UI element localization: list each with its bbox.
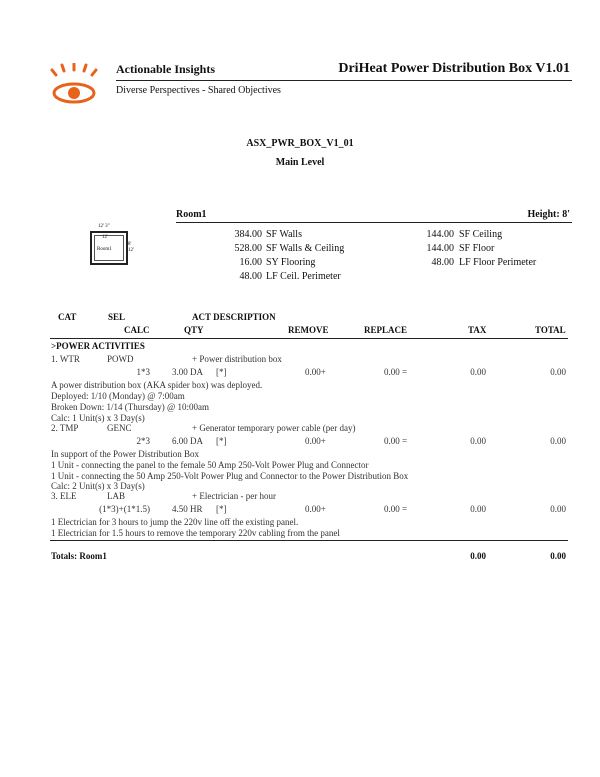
measure-value: 144.00 — [426, 229, 454, 240]
col-header-tax: TAX — [468, 325, 487, 335]
line-item-flag: [*] — [216, 504, 227, 514]
line-item-calc: (1*3)+(1*1.5) — [99, 504, 150, 514]
sketch-inner-dimension: 12' — [102, 235, 108, 240]
company-logo — [48, 63, 100, 107]
col-header-sel: SEL — [108, 312, 126, 322]
line-item-qty: 6.00 DA — [172, 436, 203, 446]
totals-tax: 0.00 — [470, 551, 486, 561]
line-item-total: 0.00 — [550, 367, 566, 377]
measure-label: LF Floor Perimeter — [459, 257, 537, 268]
company-name: Actionable Insights — [116, 62, 216, 76]
line-item-calc: 2*3 — [136, 436, 150, 446]
line-item-note: In support of the Power Distribution Box — [51, 449, 199, 459]
line-item-flag: [*] — [216, 367, 227, 377]
measure-value: 48.00 — [431, 257, 454, 268]
col-header-act-description: ACT DESCRIPTION — [192, 312, 276, 322]
line-item-selector: POWD — [107, 354, 134, 364]
col-header-cat: CAT — [58, 312, 77, 322]
measure-value: 144.00 — [426, 243, 454, 254]
room-height: Height: 8' — [527, 209, 570, 220]
line-item-qty: 3.00 DA — [172, 367, 203, 377]
totals-total: 0.00 — [550, 551, 566, 561]
line-item-note: Deployed: 1/10 (Monday) @ 7:00am — [51, 391, 185, 401]
line-item-selector: LAB — [107, 491, 125, 501]
line-item-total: 0.00 — [550, 504, 566, 514]
line-item-remove: 0.00+ — [305, 504, 326, 514]
measure-label: SF Floor — [459, 243, 495, 254]
room-sketch — [88, 224, 136, 271]
line-item-tax: 0.00 — [470, 436, 486, 446]
line-item-note: 1 Electrician for 1.5 hours to remove the temporary 220v cabling from the panel — [51, 528, 340, 538]
line-item-qty: 4.50 HR — [172, 504, 203, 514]
section-title: >POWER ACTIVITIES — [51, 341, 145, 351]
line-item-note: 1 Unit - connecting the panel to the female 50 Amp 250-Volt Power Plug and Connector — [51, 460, 369, 470]
line-item-note: A power distribution box (AKA spider box) was deployed. — [51, 380, 263, 390]
line-item-description: + Generator temporary power cable (per day) — [192, 423, 356, 433]
measure-value: 16.00 — [239, 257, 262, 268]
line-item-selector: GENC — [107, 423, 132, 433]
line-item-note: Calc: 1 Unit(s) x 3 Day(s) — [51, 413, 145, 423]
line-item-flag: [*] — [216, 436, 227, 446]
line-item-remove: 0.00+ — [305, 367, 326, 377]
line-item-calc: 1*3 — [136, 367, 150, 377]
measure-label: SF Ceiling — [459, 229, 503, 240]
sketch-side-dimension-a: 8' — [128, 242, 132, 247]
line-item-replace: 0.00 = — [384, 367, 408, 377]
measure-label: SY Flooring — [266, 257, 316, 268]
line-item-note: 1 Unit - connecting the 50 Amp 250-Volt Power Plug and Connector to the Power Distribution Box — [51, 471, 409, 481]
line-item-note: 1 Electrician for 3 hours to jump the 220v line off the existing panel. — [51, 517, 299, 527]
sketch-side-dimension-b: 12' — [128, 248, 134, 253]
totals-label: Totals: Room1 — [51, 551, 107, 561]
estimate-level: Main Level — [275, 157, 325, 168]
line-item-note: Calc: 2 Unit(s) x 3 Day(s) — [51, 481, 145, 491]
sketch-top-dimension: 12' 3" — [98, 224, 110, 229]
company-tagline: Diverse Perspectives - Shared Objectives — [116, 85, 281, 96]
line-item-description: + Power distribution box — [192, 354, 282, 364]
line-item-tax: 0.00 — [470, 367, 486, 377]
col-header-total: TOTAL — [535, 325, 566, 335]
line-item-replace: 0.00 = — [384, 436, 408, 446]
col-header-replace: REPLACE — [364, 325, 408, 335]
room-name: Room1 — [176, 209, 207, 220]
line-item-total: 0.00 — [550, 436, 566, 446]
col-header-qty: QTY — [184, 325, 204, 335]
column-header-rule — [50, 338, 568, 339]
line-item-description: + Electrician - per hour — [192, 491, 277, 501]
line-item-tax: 0.00 — [470, 504, 486, 514]
line-item-category: 2. TMP — [51, 423, 79, 433]
measure-label: LF Ceil. Perimeter — [266, 271, 341, 282]
col-header-remove: REMOVE — [288, 325, 329, 335]
line-item-category: 1. WTR — [51, 354, 80, 364]
items-end-rule — [50, 540, 568, 541]
measure-value: 528.00 — [234, 243, 262, 254]
sketch-room-label: Room1 — [97, 247, 112, 252]
measure-label: SF Walls — [266, 229, 302, 240]
room-rule — [176, 222, 572, 223]
measure-value: 48.00 — [239, 271, 262, 282]
measure-label: SF Walls & Ceiling — [266, 243, 345, 254]
document-title: DriHeat Power Distribution Box V1.01 — [338, 61, 570, 76]
measure-value: 384.00 — [234, 229, 262, 240]
estimate-code: ASX_PWR_BOX_V1_01 — [246, 138, 354, 149]
line-item-replace: 0.00 = — [384, 504, 408, 514]
eye-logo-icon — [48, 63, 100, 107]
line-item-category: 3. ELE — [51, 491, 77, 501]
line-item-note: Broken Down: 1/14 (Thursday) @ 10:00am — [51, 402, 210, 412]
col-header-calc: CALC — [124, 325, 150, 335]
header-rule — [116, 80, 572, 81]
line-item-remove: 0.00+ — [305, 436, 326, 446]
